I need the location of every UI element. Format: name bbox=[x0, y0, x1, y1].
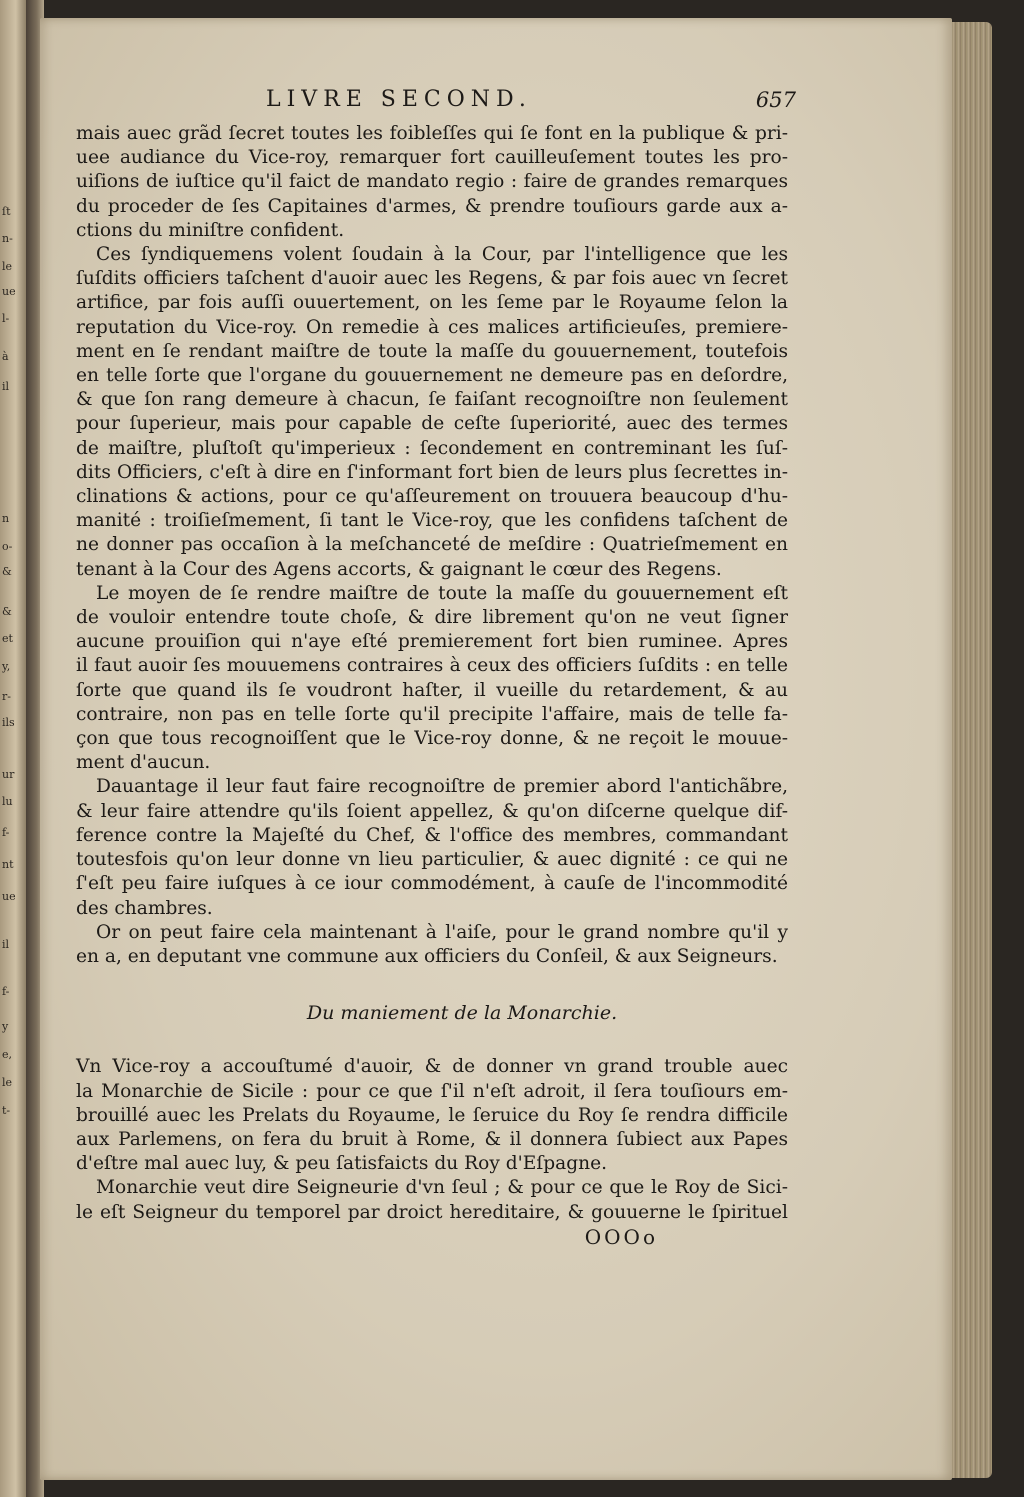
text-line: aucune prouiſion qui n'aye eſté premierement fort bien ruminee. Apres bbox=[76, 631, 788, 653]
paragraph-7 bbox=[76, 1176, 788, 1224]
margin-fragment: il bbox=[2, 380, 10, 393]
text-line: brouillé auec les Prelats du Royaume, le ſeruice du Roy ſe rendra difficile bbox=[76, 1104, 788, 1126]
text-line: Monarchie veut dire Seigneurie d'vn ſeul ; & pour ce que le Roy de Sici- bbox=[96, 1177, 788, 1199]
running-title: LIVRE SECOND. bbox=[266, 87, 532, 112]
margin-fragment: ue bbox=[2, 890, 16, 903]
text-line: mais auec grãd ſecret toutes les foibleſſes qui ſe font en la publique & pri- bbox=[76, 123, 788, 144]
margin-fragment: y, bbox=[2, 660, 11, 673]
text-line: ference contre la Majeſté du Chef, & l'office des membres, commandant bbox=[76, 824, 788, 846]
margin-fragment: l- bbox=[2, 312, 10, 325]
text-line: de vouloir entendre toute choſe, & dire librement qu'on ne veut ſigner bbox=[76, 607, 788, 629]
text-line: des chambres. bbox=[76, 897, 213, 919]
text-line: ment en ſe rendant maiſtre de toute la maſſe du gouuernement, toutefois bbox=[76, 340, 788, 362]
text-line: ſorte que quand ils ſe voudront haſter, il vueille du retardement, & au bbox=[76, 679, 788, 701]
text-line: Ces ſyndiquemens volent ſoudain à la Cour, par l'intelligence que les bbox=[96, 244, 788, 266]
text-line: contraire, non pas en telle ſorte qu'il precipite l'affaire, mais de telle fa- bbox=[76, 703, 788, 725]
text-line: uiſions de iuſtice qu'il faict de mandato regio : faire de grandes remarques bbox=[76, 171, 788, 193]
text-line: manité : troiſieſmement, ſi tant le Vice-roy, que les confidens taſchent de bbox=[76, 510, 788, 532]
paragraph-4 bbox=[76, 775, 788, 920]
margin-fragment: ue bbox=[2, 285, 16, 298]
text-line: & que ſon rang demeure à chacun, ſe faiſant recognoiſtre non ſeulement bbox=[76, 389, 788, 411]
paragraph-2 bbox=[76, 243, 788, 582]
margin-fragment: le bbox=[2, 1076, 13, 1089]
text-line: reputation du Vice-roy. On remedie à ces malices artificieuſes, premiere- bbox=[76, 316, 788, 338]
text-line: le eſt Seigneur du temporel par droict hereditaire, & gouuerne le ſpirituel bbox=[76, 1201, 788, 1223]
margin-fragment: lu bbox=[2, 795, 13, 808]
facing-page-edge bbox=[0, 0, 26, 1497]
margin-fragment: t- bbox=[2, 1104, 11, 1117]
text-line: en a, en deputant vne commune aux officiers du Conſeil, & aux Seigneurs. bbox=[76, 945, 778, 967]
text-line: çon que tous recognoiſſent que le Vice-roy donne, & ne reçoit le mouue- bbox=[76, 728, 788, 750]
paragraph-3 bbox=[76, 582, 788, 776]
text-line: en telle ſorte que l'organe du gouuernement ne demeure pas en deſordre, bbox=[76, 365, 788, 387]
text-line: ſuſdits officiers taſchent d'auoir auec les Regens, & par fois auec vn ſecret bbox=[76, 268, 788, 290]
page-block-edges bbox=[952, 22, 992, 1478]
text-line: artifice, par fois auſſi ouuertement, on les ſeme par le Royaume ſelon la bbox=[76, 292, 788, 314]
margin-fragment: ur bbox=[2, 768, 15, 781]
text-line: du proceder de ſes Capitaines d'armes, & prendre touſiours garde aux a- bbox=[76, 195, 788, 217]
text-line: il faut auoir ſes mouuemens contraires à ceux des officiers ſuſdits : en telle bbox=[76, 655, 788, 677]
paragraph-1 bbox=[76, 122, 788, 243]
text-line: uee audiance du Vice-roy, remarquer fort cauilleuſement toutes les pro- bbox=[76, 147, 788, 169]
margin-fragment: e, bbox=[2, 1048, 13, 1061]
margin-fragment: à bbox=[2, 350, 9, 363]
text-line: Le moyen de ſe rendre maiſtre de toute la maſſe du gouuernement eſt bbox=[96, 582, 788, 604]
margin-fragment: f- bbox=[2, 826, 10, 839]
margin-fragment: n- bbox=[2, 232, 13, 245]
margin-fragment: r- bbox=[2, 690, 11, 703]
text-line: & leur faire attendre qu'ils ſoient appellez, & qu'on diſcerne quelque dif- bbox=[76, 800, 788, 822]
margin-fragment: ils bbox=[2, 716, 15, 729]
text-line: Vn Vice-roy a accouſtumé d'auoir, & de donner vn grand trouble auec bbox=[76, 1056, 788, 1078]
text-line: tenant à la Cour des Agens accorts, & gaignant le cœur des Regens. bbox=[76, 558, 722, 580]
page-number: 657 bbox=[755, 88, 796, 112]
text-line: la Monarchie de Sicile : pour ce que ſ'il n'eſt adroit, il ſera touſiours em- bbox=[76, 1080, 788, 1102]
text-line: de maiſtre, pluſtoſt qu'imperieux : ſecondement en contreminant les ſuſ- bbox=[76, 437, 788, 459]
text-line: ment d'aucun. bbox=[76, 752, 211, 774]
signature-mark: OOOo bbox=[584, 1224, 658, 1249]
margin-fragment: y bbox=[2, 1020, 9, 1033]
text-line: Or on peut faire cela maintenant à l'aiſe, pour le grand nombre qu'il y bbox=[96, 921, 788, 943]
margin-fragment: et bbox=[2, 632, 13, 645]
margin-fragment: f- bbox=[2, 985, 10, 998]
margin-fragment: ſt bbox=[2, 205, 11, 218]
page-text bbox=[76, 87, 796, 1249]
running-head bbox=[86, 87, 796, 122]
text-line: Dauantage il leur faut faire recognoiſtre de premier abord l'antichãbre, bbox=[96, 776, 788, 798]
margin-fragment: o- bbox=[2, 540, 13, 553]
margin-fragment: nt bbox=[2, 858, 14, 871]
text-line: toutesfois qu'on leur donne vn lieu particulier, & auec dignité : ce qui ne bbox=[76, 849, 788, 871]
text-line: d'eſtre mal auec luy, & peu ſatisfaicts du Roy d'Eſpagne. bbox=[76, 1153, 607, 1175]
text-line: ne donner pas occaſion à la meſchanceté de meſdire : Quatrieſmement en bbox=[76, 534, 788, 556]
margin-fragment: & bbox=[2, 605, 12, 618]
section-heading: Du maniement de la Monarchie. bbox=[306, 1002, 618, 1025]
text-line: clinations & actions, pour ce qu'aſſeurement on trouuera beaucoup d'hu- bbox=[76, 486, 788, 508]
margin-fragment: le bbox=[2, 260, 13, 273]
text-line: ctions du miniſtre confident. bbox=[76, 219, 345, 241]
text-line: pour ſuperieur, mais pour capable de ceſte ſuperiorité, auec des termes bbox=[76, 413, 788, 435]
margin-fragment: & bbox=[2, 565, 12, 578]
margin-fragment: il bbox=[2, 938, 10, 951]
paragraph-6 bbox=[76, 1055, 788, 1176]
text-line: aux Parlemens, on fera du bruit à Rome, & il donnera ſubiect aux Papes bbox=[76, 1128, 788, 1150]
paragraph-5 bbox=[76, 921, 788, 969]
text-line: ſ'eſt peu faire iuſques à ce iour commodément, à cauſe de l'incommodité bbox=[76, 873, 788, 895]
margin-fragment: n bbox=[2, 512, 10, 525]
text-line: dits Officiers, c'eſt à dire en ſ'informant fort bien de leurs plus ſecrettes in- bbox=[76, 461, 788, 483]
